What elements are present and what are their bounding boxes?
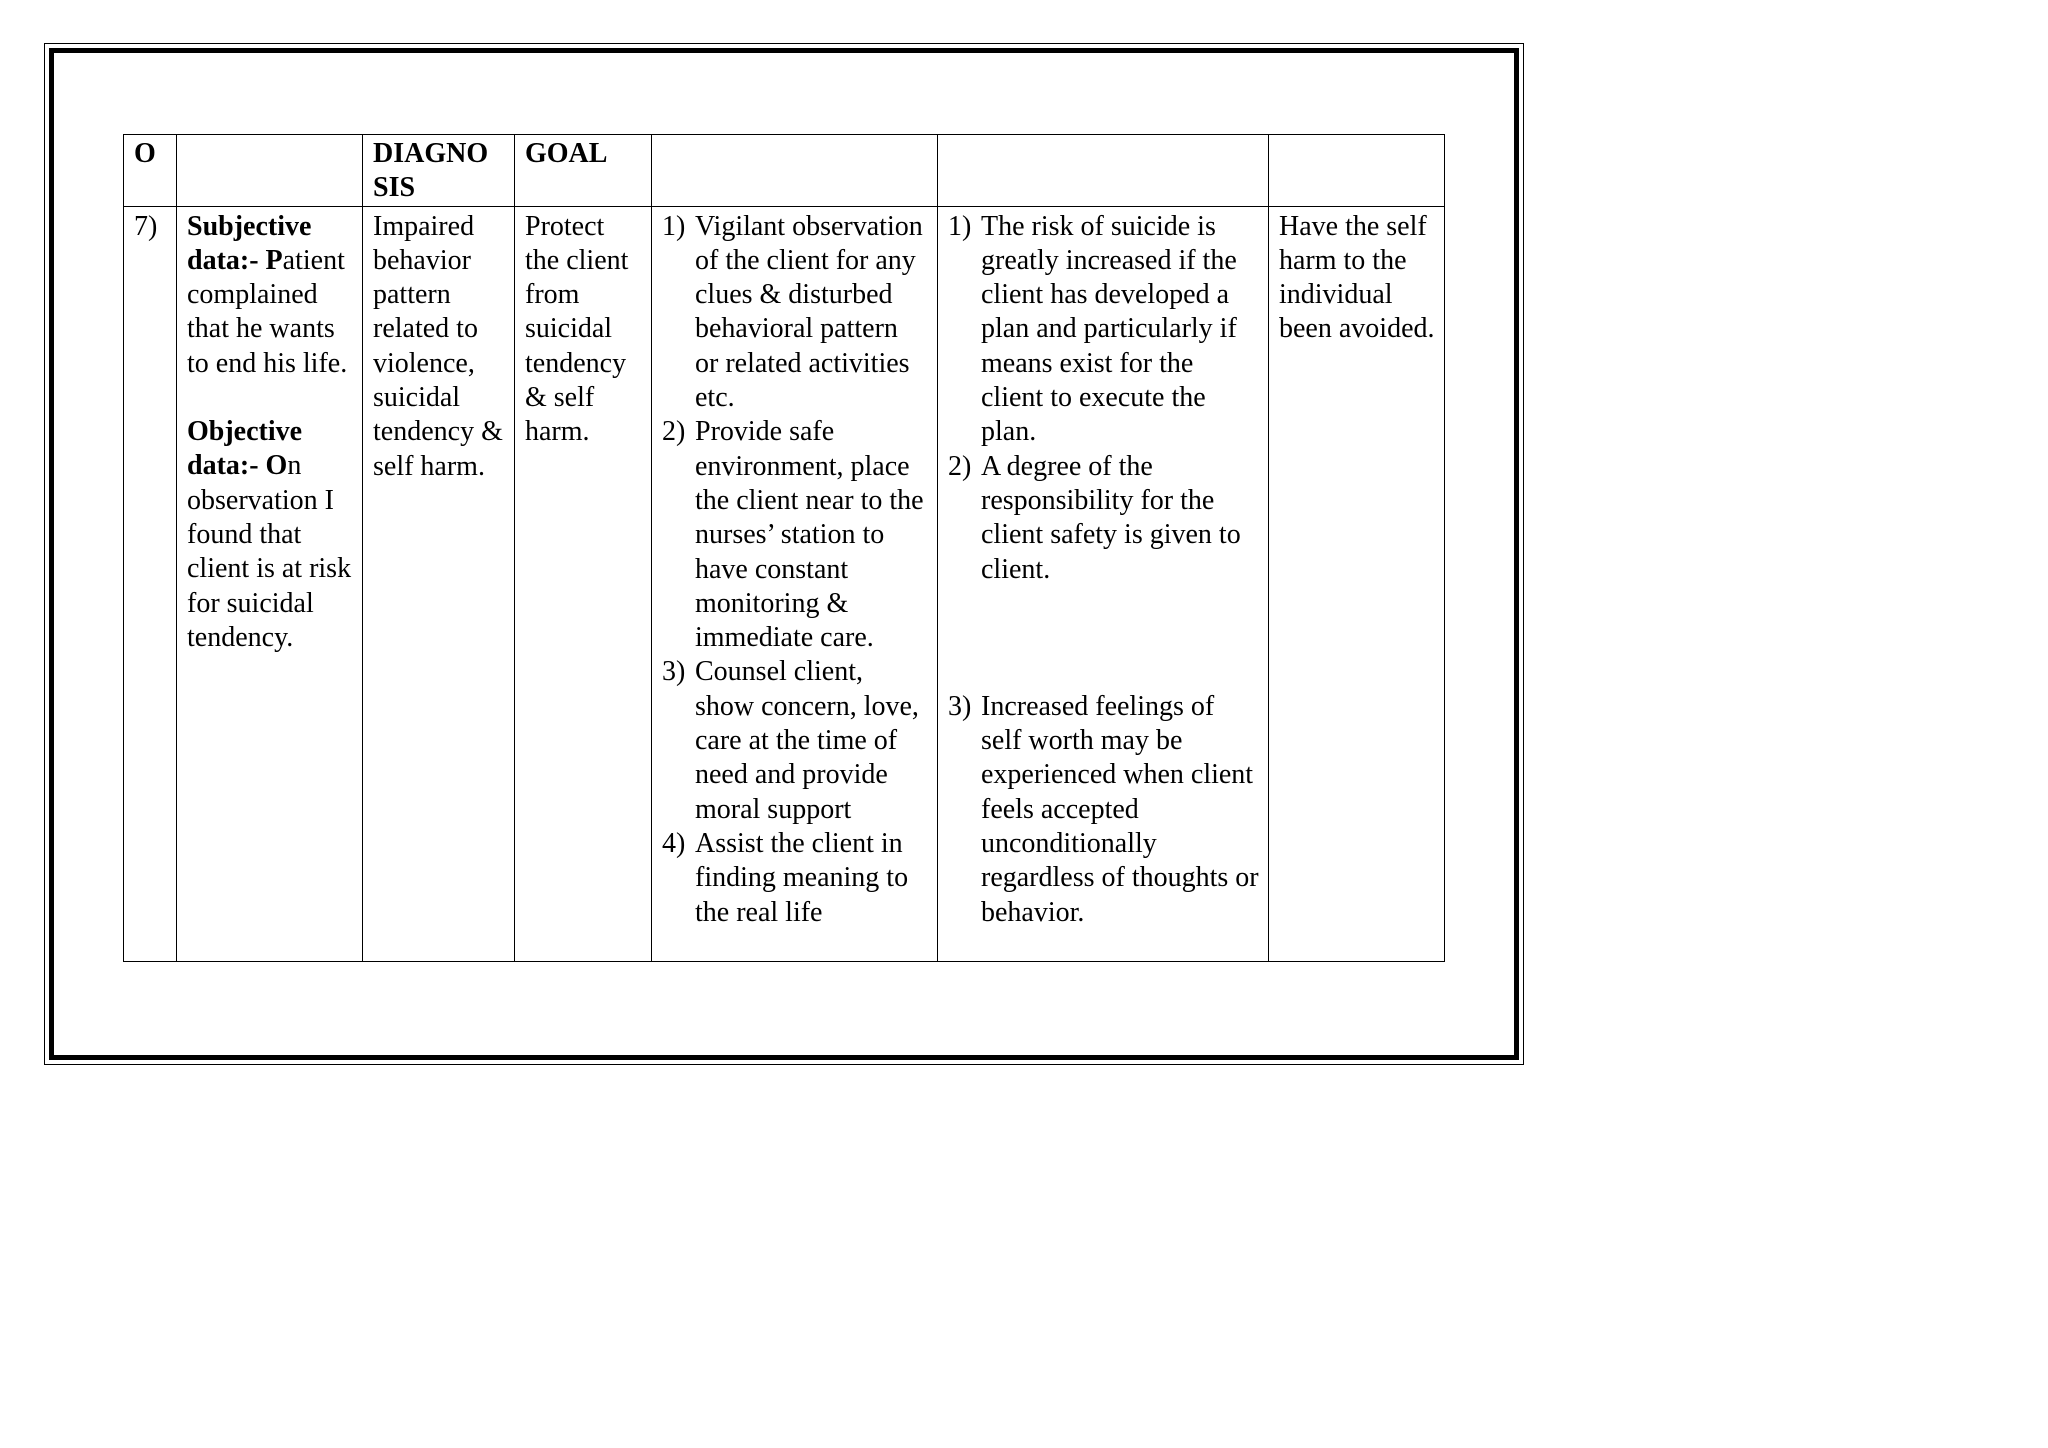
header-cell-rationale	[938, 135, 1269, 207]
subjective-label: Subjective data:-	[187, 210, 312, 276]
interventions-cell	[652, 206, 938, 961]
evaluation-cell: Have the self harm to the individual been avoided.	[1269, 206, 1445, 961]
item-text: Assist the client in finding meaning to the real life	[695, 827, 909, 928]
diagnosis-cell: Impaired behavior pattern related to violence, suicidal tendency & self harm.	[363, 206, 515, 961]
header-cell-number: O	[124, 135, 177, 207]
row-number: 7)	[124, 206, 177, 961]
subjective-initial: P	[265, 244, 283, 276]
assessment-cell	[177, 206, 363, 961]
item-number: 3)	[662, 656, 686, 688]
header-cell-evaluation	[1269, 135, 1445, 207]
item-number: 1)	[662, 210, 686, 242]
interventions-list	[662, 210, 928, 930]
table-header-row	[124, 135, 1445, 207]
objective-text: n observation I found that client is at risk for suicidal tendency.	[187, 450, 352, 653]
item-text: Provide safe environment, place the client near to the nurses’ station to have constant monitoring & immediate care.	[695, 416, 924, 654]
list-item	[662, 655, 928, 826]
item-number: 2)	[948, 450, 972, 482]
item-text: Increased feelings of self worth may be experienced when client feels accepted unconditionally regardless of thoughts or behavior.	[981, 690, 1259, 928]
list-item	[948, 450, 1259, 587]
list-item	[662, 415, 928, 655]
item-number: 1)	[948, 210, 972, 242]
table-row	[124, 206, 1445, 961]
list-item	[662, 210, 928, 416]
item-text: Vigilant observation of the client for any clues & disturbed behavioral pattern or related activities etc.	[695, 210, 923, 414]
header-cell-interventions	[652, 135, 938, 207]
header-cell-diagnosis: DIAGNO SIS	[363, 135, 515, 207]
nursing-care-plan-table	[123, 134, 1445, 962]
paragraph-gap	[187, 381, 353, 415]
list-item	[948, 210, 1259, 450]
list-item	[948, 690, 1259, 930]
header-cell-goal: GOAL	[515, 135, 652, 207]
item-number: 3)	[948, 690, 972, 722]
list-item	[662, 827, 928, 930]
objective-label: Objective data:- O	[187, 416, 303, 482]
subjective-data	[187, 210, 353, 381]
item-number: 4)	[662, 827, 686, 859]
rationale-cell	[938, 206, 1269, 961]
item-text: Counsel client, show concern, love, care at the time of need and provide moral support	[695, 656, 919, 825]
item-number: 2)	[662, 416, 686, 448]
goal-cell: Protect the client from suicidal tendency & self harm.	[515, 206, 652, 961]
rationale-list	[948, 210, 1259, 930]
header-cell-assessment	[177, 135, 363, 207]
item-text: A degree of the responsibility for the client safety is given to client.	[981, 450, 1241, 585]
item-text: The risk of suicide is greatly increased if the client has developed a plan and particularly if means exist for the client to execute the plan.	[981, 210, 1237, 448]
objective-data	[187, 415, 353, 655]
subjective-text: atient complained that he wants to end his life.	[187, 244, 348, 379]
